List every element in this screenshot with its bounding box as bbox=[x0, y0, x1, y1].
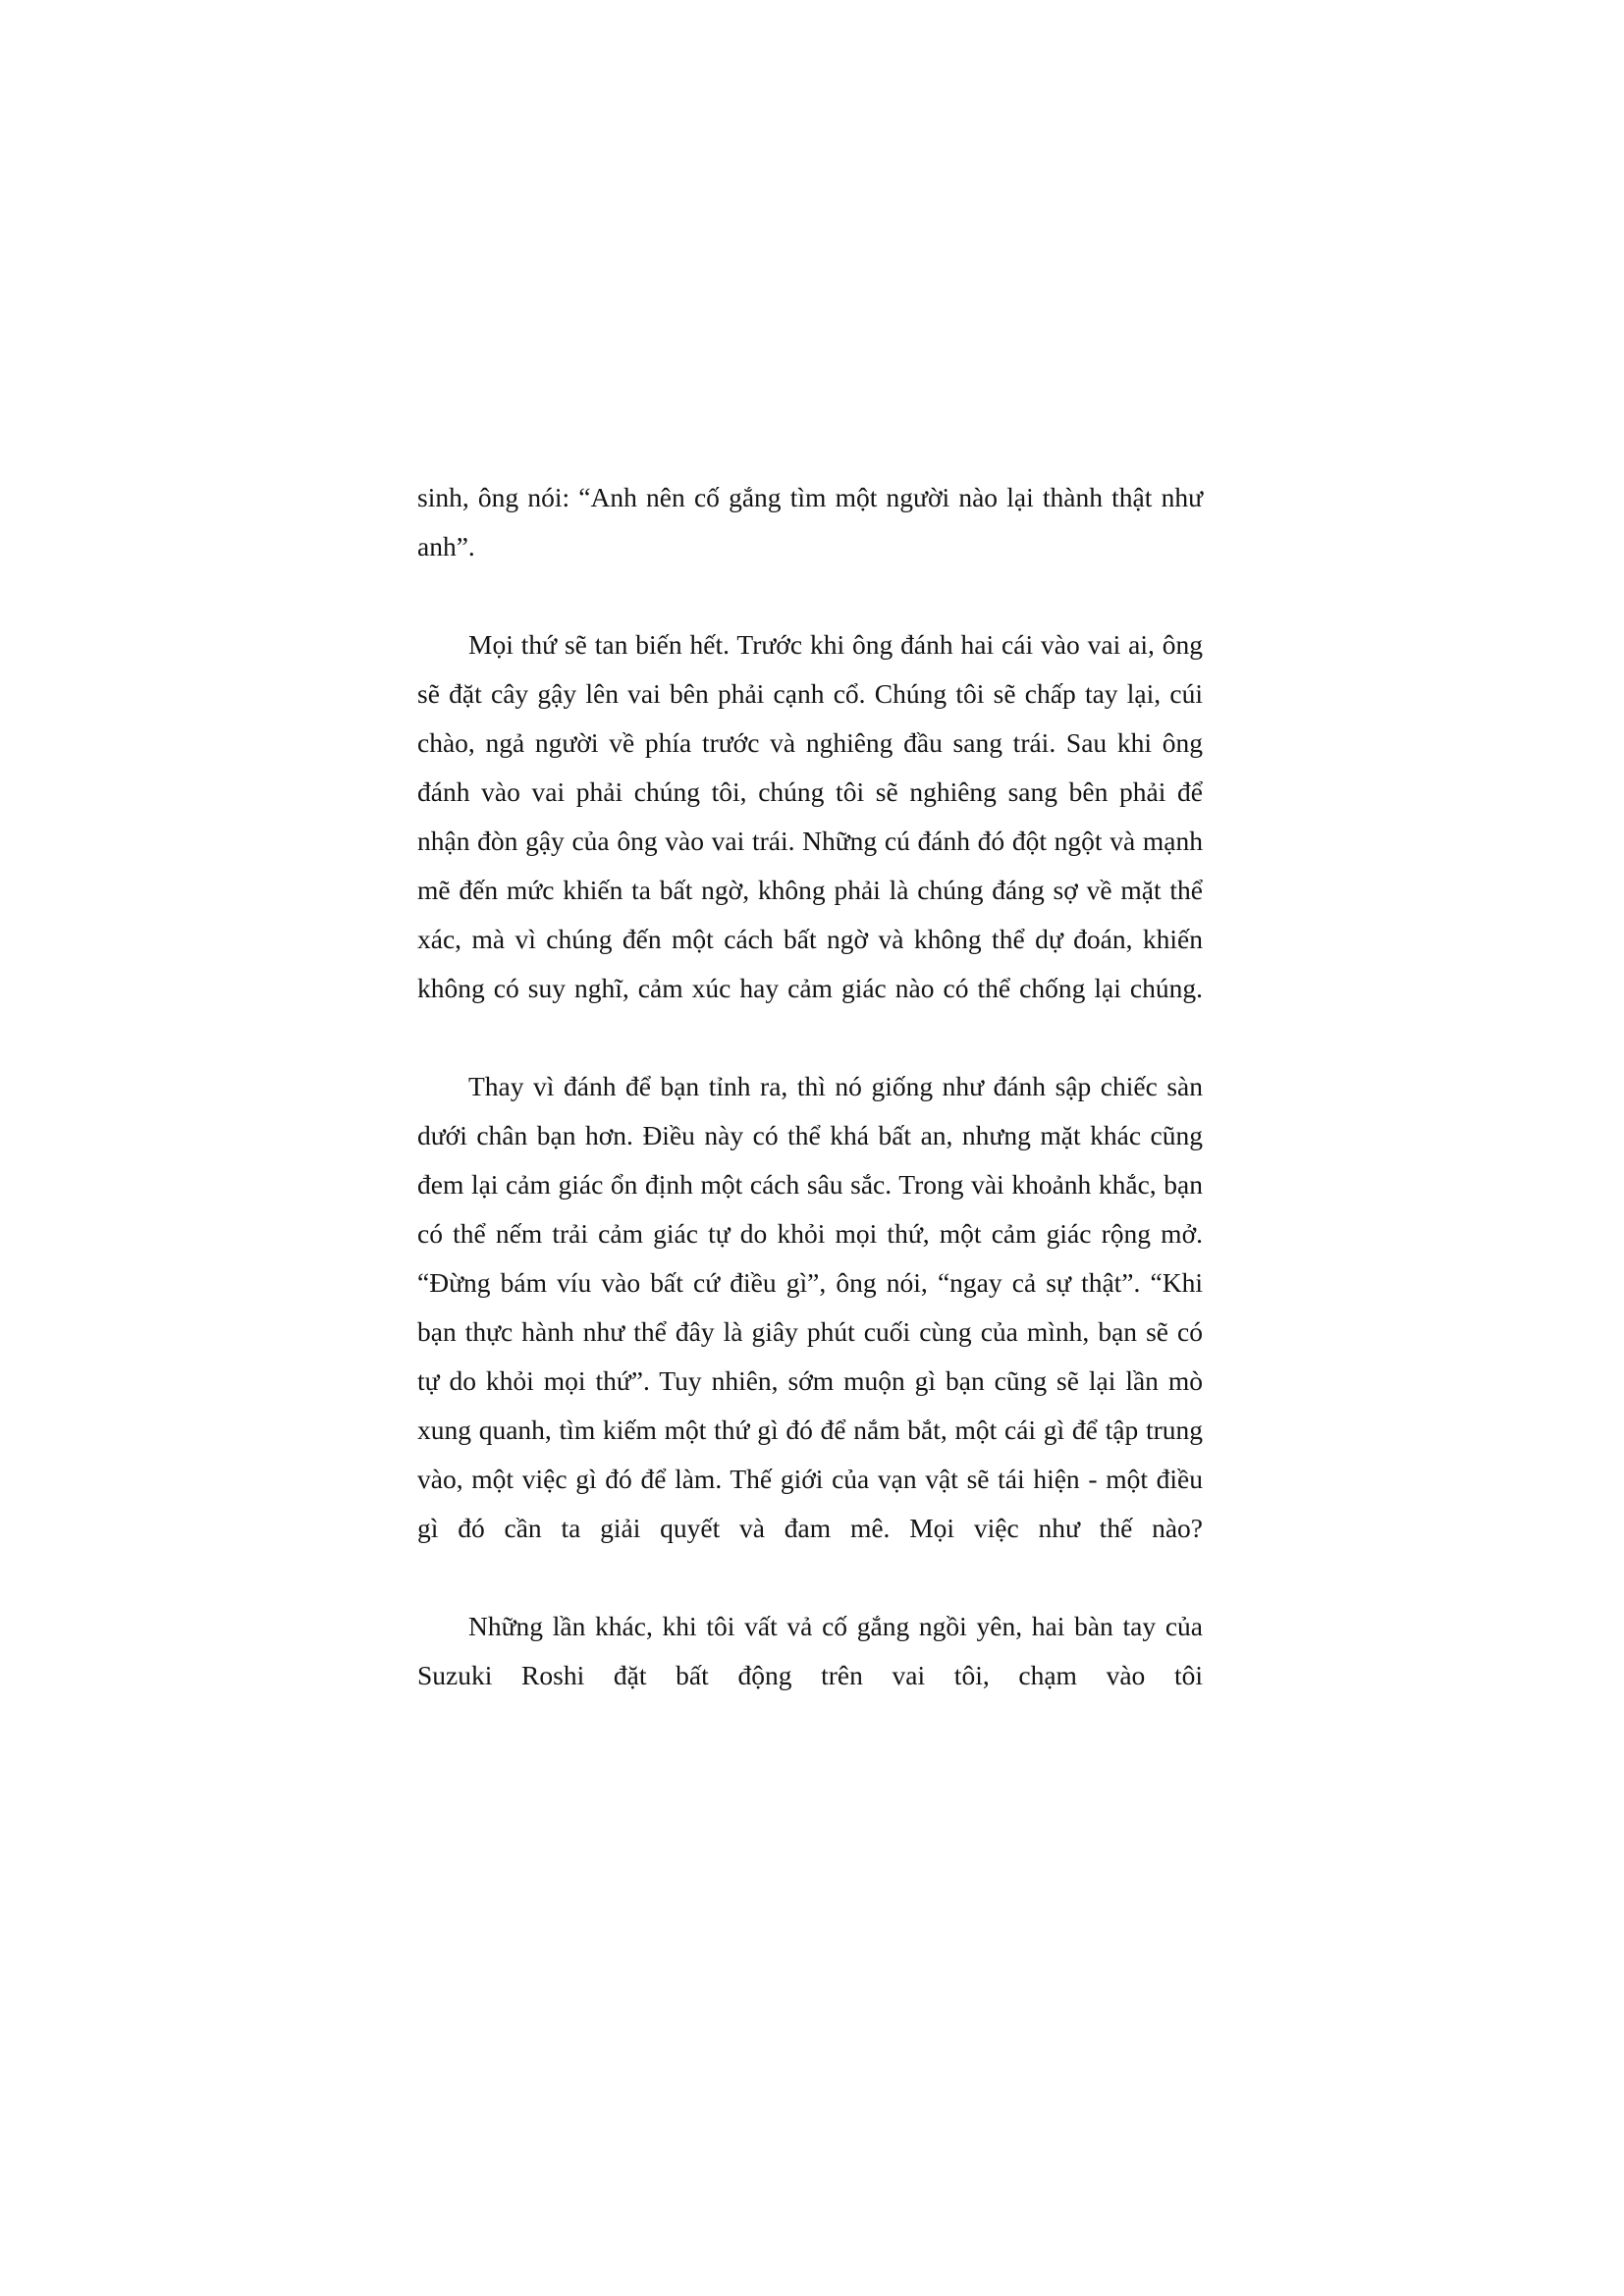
paragraph-3: Thay vì đánh để bạn tỉnh ra, thì nó giống như đánh sập chiếc sàn dưới chân bạn hơn. Điều này có thể khá bất an, nhưng mặt khác cũng đem lại cảm giác ổn định một cách sâu sắc. Trong vài khoảnh khắc, bạn có thể nếm trải cảm giác tự do khỏi mọi thứ, một cảm giác rộng mở. “Đừng bám víu vào bất cứ điều gì”, ông nói, “ngay cả sự thật”. “Khi bạn thực hành như thể đây là giây phút cuối cùng của mình, bạn sẽ có tự do khỏi mọi thứ”. Tuy nhiên, sớm muộn gì bạn cũng sẽ lại lần mò xung quanh, tìm kiếm một thứ gì đó để nắm bắt, một cái gì để tập trung vào, một việc gì đó để làm. Thế giới của vạn vật sẽ tái hiện - một điều gì đó cần ta giải quyết và đam mê. Mọi việc như thế nào? bbox=[417, 1071, 1203, 1543]
paragraph-4: Những lần khác, khi tôi vất vả cố gắng ngồi yên, hai bàn tay của Suzuki Roshi đặt bất động trên vai tôi, chạm vào tôi bbox=[417, 1611, 1203, 1690]
paragraph-1: sinh, ông nói: “Anh nên cố gắng tìm một người nào lại thành thật như anh”. bbox=[417, 482, 1203, 561]
paragraph-2: Mọi thứ sẽ tan biến hết. Trước khi ông đánh hai cái vào vai ai, ông sẽ đặt cây gậy lên vai bên phải cạnh cổ. Chúng tôi sẽ chấp tay lại, cúi chào, ngả người về phía trước và nghiêng đầu sang trái. Sau khi ông đánh vào vai phải chúng tôi, chúng tôi sẽ nghiêng sang bên phải để nhận đòn gậy của ông vào vai trái. Những cú đánh đó đột ngột và mạnh mẽ đến mức khiến ta bất ngờ, không phải là chúng đáng sợ về mặt thể xác, mà vì chúng đến một cách bất ngờ và không thể dự đoán, khiến không có suy nghĩ, cảm xúc hay cảm giác nào có thể chống lại chúng. bbox=[417, 629, 1203, 1003]
body-text-column bbox=[417, 473, 1203, 1749]
